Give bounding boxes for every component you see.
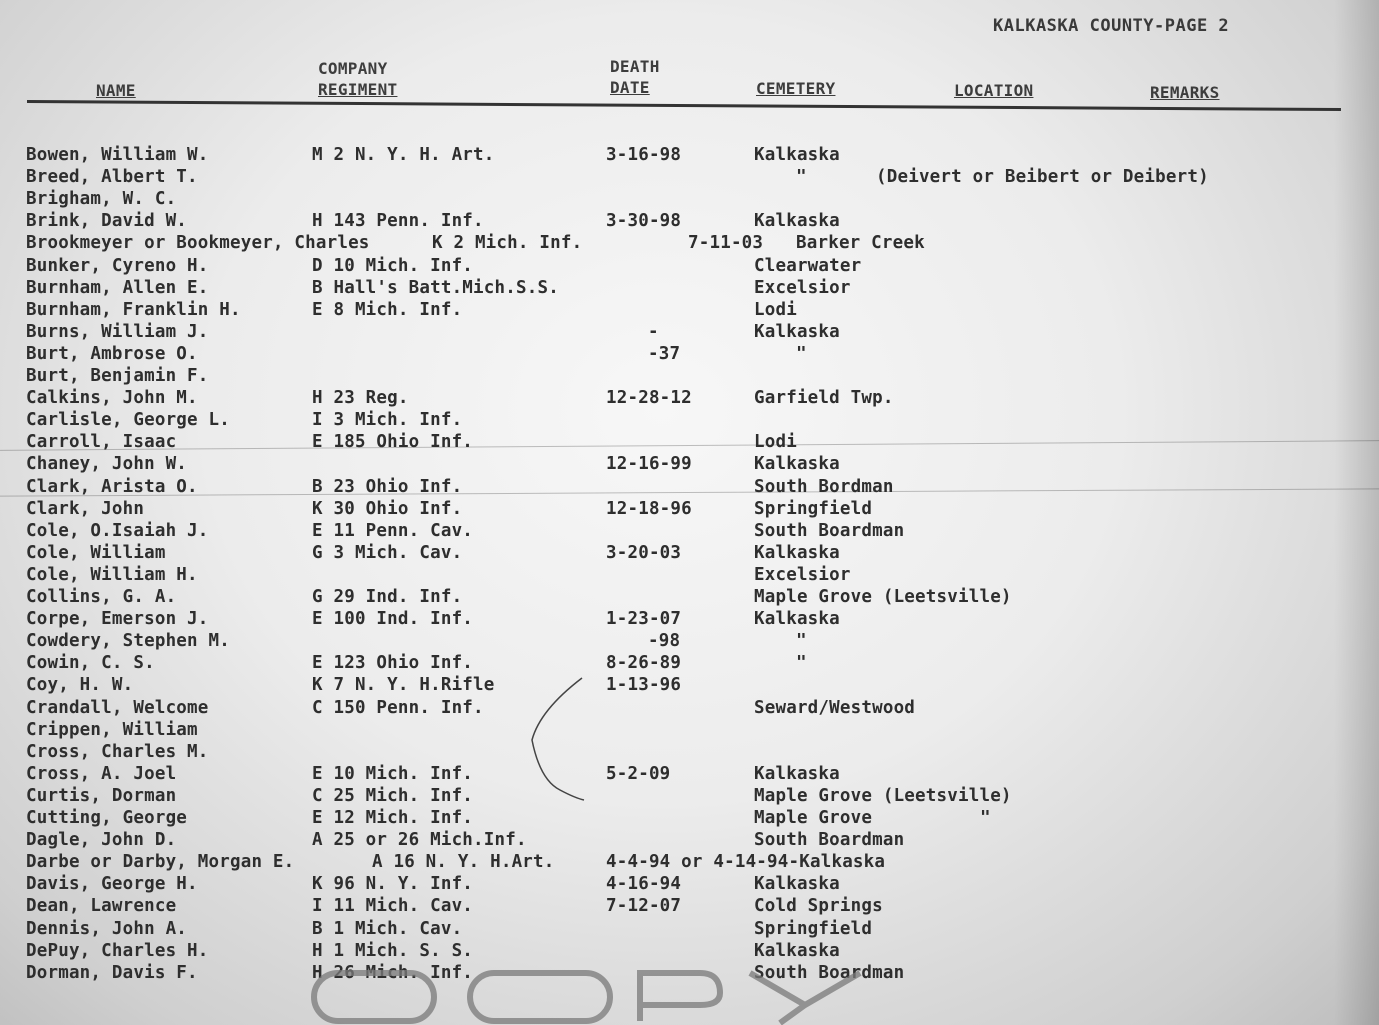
cell-company-regiment: I 11 Mich. Cav. <box>312 896 474 917</box>
cell-cemetery: Cold Springs <box>754 896 883 917</box>
cell-name: Cowdery, Stephen M. <box>26 631 230 652</box>
cell-company-regiment: G 3 Mich. Cav. <box>312 542 463 563</box>
header-company-line2: REGIMENT <box>318 80 398 99</box>
header-remarks-label: REMARKS <box>1150 83 1220 102</box>
cell-cemetery: Maple Grove <box>754 808 873 828</box>
cell-death-date: 7-12-07 <box>606 896 682 917</box>
cell-death-date: 12-16-99 <box>606 454 692 475</box>
cell-company-regiment: H 23 Reg. <box>312 388 409 409</box>
cell-company-regiment: G 29 Ind. Inf. <box>312 587 463 607</box>
cell-cemetery: Kalkaska <box>754 211 840 232</box>
cell-company-regiment: C 150 Penn. Inf. <box>312 697 484 718</box>
cell-death-date: 7-11-03 <box>688 233 764 254</box>
cell-name: Coy, H. W. <box>26 675 134 696</box>
cell-company-regiment: B 23 Ohio Inf. <box>312 476 463 497</box>
cell-name: Cutting, George <box>26 808 188 828</box>
cell-company-regiment: E 185 Ohio Inf. <box>312 432 474 453</box>
cell-name: Bunker, Cyreno H. <box>26 255 209 276</box>
cell-company-regiment: H 26 Mich. Inf. <box>312 962 474 983</box>
cell-name: Cross, A. Joel <box>26 763 177 784</box>
cell-name: Cowin, C. S. <box>26 653 155 674</box>
cell-name: Brigham, W. C. <box>26 189 177 210</box>
cell-company-regiment: I 3 Mich. Inf. <box>312 410 463 431</box>
cell-name: Clark, John <box>26 498 145 519</box>
cell-company-regiment: B 1 Mich. Cav. <box>312 918 463 939</box>
cell-company-regiment: E 10 Mich. Inf. <box>312 763 474 784</box>
cell-cemetery: Kalkaska <box>754 542 840 563</box>
cell-cemetery: Kalkaska <box>754 940 840 961</box>
cell-death-date: 4-16-94 <box>606 874 682 895</box>
cell-name: Dennis, John A. <box>26 918 188 939</box>
cell-company-regiment: K 2 Mich. Inf. <box>432 233 583 254</box>
cell-name: Burns, William J. <box>26 321 209 342</box>
cell-company-regiment: K 7 N. Y. H.Rifle <box>312 675 495 696</box>
cell-company-regiment: E 123 Ohio Inf. <box>312 653 474 674</box>
cell-death-date: -98 <box>648 631 681 652</box>
cell-cemetery: Seward/Westwood <box>754 697 916 718</box>
cell-cemetery: Kalkaska <box>754 763 840 784</box>
cell-cemetery: Lodi <box>754 432 797 453</box>
cell-cemetery: " <box>796 343 807 364</box>
cell-company-regiment: A 16 N. Y. H.Art. <box>372 852 555 873</box>
cell-death-date: 12-18-96 <box>606 498 692 519</box>
cell-cemetery: Kalkaska <box>754 145 840 165</box>
header-location-label: LOCATION <box>954 81 1034 100</box>
cell-name: Crippen, William <box>26 719 198 740</box>
cell-company-regiment: E 12 Mich. Inf. <box>312 808 474 828</box>
cell-name: Bowen, William W. <box>26 145 209 165</box>
cell-name: Brookmeyer or Bookmeyer, Charles <box>26 233 370 254</box>
cell-remarks: " <box>980 808 991 828</box>
cell-cemetery: Excelsior <box>754 564 851 585</box>
cell-name: DePuy, Charles H. <box>26 940 209 961</box>
cell-death-date: 8-26-89 <box>606 653 682 674</box>
cell-name: Dagle, John D. <box>26 830 177 851</box>
cell-company-regiment: D 10 Mich. Inf. <box>312 255 474 276</box>
cell-name: Chaney, John W. <box>26 454 188 475</box>
cell-company-regiment: E 8 Mich. Inf. <box>312 299 463 320</box>
copy-stamp-text: COPY <box>570 990 610 1009</box>
cell-death-date: 5-2-09 <box>606 763 671 784</box>
cell-cemetery: Kalkaska <box>754 454 840 475</box>
pen-mark <box>520 670 590 810</box>
cell-company-regiment: E 100 Ind. Inf. <box>312 609 474 630</box>
cell-cemetery: Clearwater <box>754 255 862 276</box>
cell-cemetery: South Bordman <box>754 476 894 497</box>
copy-stamp <box>310 962 870 1025</box>
cell-cemetery: " <box>796 631 807 652</box>
cell-name: Darbe or Darby, Morgan E. <box>26 852 295 873</box>
cell-death-date: 1-23-07 <box>606 609 682 630</box>
cell-cemetery: " <box>796 653 807 674</box>
cell-death-date: - <box>648 321 659 342</box>
cell-name: Burnham, Allen E. <box>26 277 209 298</box>
cell-name: Calkins, John M. <box>26 388 198 409</box>
cell-company-regiment: H 1 Mich. S. S. <box>312 940 474 961</box>
cell-death-date: 3-16-98 <box>606 145 682 165</box>
cell-name: Dean, Lawrence <box>26 896 177 917</box>
cell-cemetery: Kalkaska <box>754 609 840 630</box>
cell-company-regiment: H 143 Penn. Inf. <box>312 211 484 232</box>
cell-name: Davis, George H. <box>26 874 198 895</box>
cell-cemetery: Springfield <box>754 498 873 519</box>
cell-company-regiment: C 25 Mich. Inf. <box>312 785 474 806</box>
cell-company-regiment: K 30 Ohio Inf. <box>312 498 463 519</box>
cell-death-date: 3-20-03 <box>606 542 682 563</box>
cell-name: Cross, Charles M. <box>26 741 209 762</box>
page-title: KALKASKA COUNTY-PAGE 2 <box>993 16 1230 36</box>
cell-cemetery: Springfield <box>754 918 873 939</box>
cell-name: Burnham, Franklin H. <box>26 299 241 320</box>
cell-remarks: (Deivert or Beibert or Deibert) <box>876 167 1209 188</box>
cell-name: Curtis, Dorman <box>26 785 177 806</box>
cell-death-date: 1-13-96 <box>606 675 682 696</box>
header-name-label: NAME <box>96 81 136 100</box>
cell-cemetery: Kalkaska <box>754 321 840 342</box>
cell-cemetery: South Boardman <box>754 830 905 851</box>
cell-death-date: 3-30-98 <box>606 211 682 232</box>
scan-edge-shadow <box>1334 0 1379 1025</box>
cell-name: Brink, David W. <box>26 211 188 232</box>
cell-cemetery: Maple Grove (Leetsville) <box>754 587 1012 607</box>
cell-death-date: 4-4-94 or 4-14-94-Kalkaska <box>606 852 886 873</box>
cell-name: Cole, O.Isaiah J. <box>26 520 209 541</box>
cell-name: Burt, Ambrose O. <box>26 343 198 364</box>
cell-name: Cole, William <box>26 542 166 563</box>
cell-name: Cole, William H. <box>26 564 198 585</box>
cell-cemetery: South Boardman <box>754 520 905 541</box>
cell-company-regiment: E 11 Penn. Cav. <box>312 520 474 541</box>
header-death-line2: DATE <box>610 78 650 97</box>
cell-name: Dorman, Davis F. <box>26 962 198 983</box>
cell-name: Burt, Benjamin F. <box>26 366 209 386</box>
cell-name: Clark, Arista O. <box>26 476 198 497</box>
header-company-line1: COMPANY <box>318 59 388 78</box>
cell-death-date: -37 <box>648 343 681 364</box>
cell-cemetery: Garfield Twp. <box>754 388 894 409</box>
cell-name: Crandall, Welcome <box>26 697 209 718</box>
cell-cemetery: " <box>796 167 807 188</box>
cell-cemetery: Maple Grove (Leetsville) <box>754 785 1012 806</box>
cell-cemetery: Lodi <box>754 299 797 320</box>
cell-cemetery: Barker Creek <box>796 233 925 254</box>
cell-cemetery: Kalkaska <box>754 874 840 895</box>
cell-name: Collins, G. A. <box>26 587 177 607</box>
cell-name: Carlisle, George L. <box>26 410 230 431</box>
cell-company-regiment: M 2 N. Y. H. Art. <box>312 145 495 165</box>
cell-name: Corpe, Emerson J. <box>26 609 209 630</box>
cell-company-regiment: B Hall's Batt.Mich.S.S. <box>312 277 559 298</box>
header-cemetery-label: CEMETERY <box>756 79 836 98</box>
cell-cemetery: Excelsior <box>754 277 851 298</box>
header-death-line1: DEATH <box>610 57 660 76</box>
cell-company-regiment: K 96 N. Y. Inf. <box>312 874 474 895</box>
cell-death-date: 12-28-12 <box>606 388 692 409</box>
cell-name: Breed, Albert T. <box>26 167 198 188</box>
cell-company-regiment: A 25 or 26 Mich.Inf. <box>312 830 527 851</box>
cell-cemetery: South Boardman <box>754 962 905 983</box>
cell-name: Carroll, Isaac <box>26 432 177 453</box>
